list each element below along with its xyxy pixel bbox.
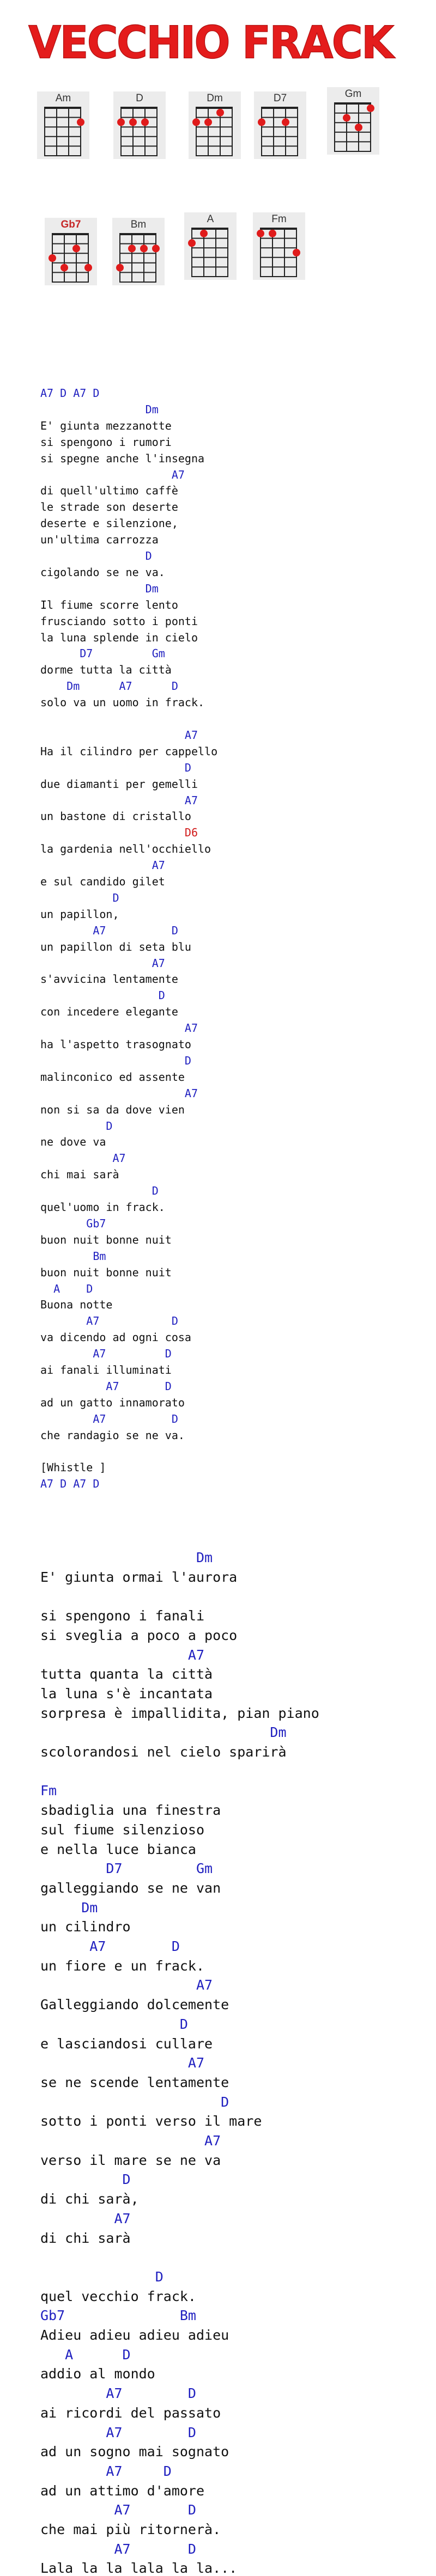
song-title: VECCHIO FRACK bbox=[28, 17, 393, 69]
chord-line: A7 bbox=[40, 956, 165, 970]
chord-line: A7 bbox=[40, 1647, 205, 1663]
chord-line: D bbox=[40, 761, 191, 774]
lyric-line: le strade son deserte bbox=[40, 500, 178, 514]
lyric-line: due diamanti per gemelli bbox=[40, 777, 198, 791]
lyric-line: Galleggiando dolcemente bbox=[40, 1997, 229, 2013]
chord-line: A7 D A7 D bbox=[40, 1477, 100, 1491]
lyric-line: sul fiume silenzioso bbox=[40, 1821, 205, 1838]
lyric-line: sbadiglia una finestra bbox=[40, 1802, 221, 1819]
lyric-line: buon nuit bonne nuit bbox=[40, 1265, 172, 1279]
chord-diagram-name: A bbox=[207, 213, 214, 225]
lyric-line: scolorandosi nel cielo sparirà bbox=[40, 1744, 287, 1760]
lyric-line: Ha il cilindro per cappello bbox=[40, 744, 218, 758]
lyric-line: con incedere elegante bbox=[40, 1005, 178, 1019]
lyric-line: dorme tutta la città bbox=[40, 663, 172, 677]
chord-diagram-name: Gm bbox=[344, 88, 362, 100]
lyric-line: la luna splende in cielo bbox=[40, 631, 198, 644]
lyric-line: Buona notte bbox=[40, 1298, 113, 1312]
lyric-line: ai ricordi del passato bbox=[40, 2404, 221, 2421]
chord-line: D bbox=[40, 2171, 131, 2188]
lyric-line: sotto i ponti verso il mare bbox=[40, 2113, 262, 2130]
lyric-line: non si sa da dove vien bbox=[40, 1103, 185, 1116]
chord-line: D bbox=[40, 1054, 191, 1067]
lyric-line: se ne scende lentamente bbox=[40, 2074, 229, 2090]
lyric-line: s'avvicina lentamente bbox=[40, 972, 178, 986]
chord-diagram-name: Bm bbox=[130, 219, 147, 230]
lyric-line: un bastone di cristallo bbox=[40, 810, 191, 823]
lyric-line: [Whistle ] bbox=[40, 1461, 106, 1474]
lyric-line: che randagio se ne va. bbox=[40, 1428, 185, 1442]
lyric-line: quel'uomo in frack. bbox=[40, 1201, 165, 1214]
chord-line: Fm bbox=[40, 1783, 57, 1799]
chord-line: D bbox=[40, 891, 119, 904]
lyric-line: E' giunta ormai l'aurora bbox=[40, 1569, 238, 1585]
lyric-line: Il fiume scorre lento bbox=[40, 598, 178, 611]
chord-diagram-name: Am bbox=[55, 93, 71, 104]
lyric-line: si spengono i fanali bbox=[40, 1608, 205, 1624]
lyric-line: solo va un uomo in frack. bbox=[40, 696, 205, 709]
chord-line: D bbox=[40, 2268, 164, 2285]
lyric-line: un fiore e un frack. bbox=[40, 1957, 205, 1974]
chord-line: A7 bbox=[40, 728, 198, 742]
chord-line: A7 D A7 D bbox=[40, 387, 100, 400]
lyric-line: che mai più ritornerà. bbox=[40, 2522, 221, 2537]
lyric-line: e sul candido gilet bbox=[40, 875, 165, 888]
chord-line: A7 D bbox=[40, 2424, 196, 2440]
lyric-line: ad un sogno mai sognato bbox=[40, 2444, 229, 2460]
lyric-line: un papillon di seta blu bbox=[40, 940, 191, 953]
chord-line: A7 D bbox=[40, 1347, 172, 1361]
lyric-line: di chi sarà, bbox=[40, 2191, 139, 2207]
chord-diagram-name: D bbox=[136, 93, 143, 104]
chord-line: D6 bbox=[40, 826, 198, 840]
chord-line: Gb7 Bm bbox=[40, 2308, 196, 2324]
lyric-line: cigolando se ne va. bbox=[40, 565, 165, 579]
chord-diagram-name: D7 bbox=[273, 93, 287, 104]
chord-line: A D bbox=[40, 2346, 131, 2363]
chord-line: A7 D bbox=[40, 2541, 196, 2557]
lyric-line: quel vecchio frack. bbox=[40, 2288, 196, 2304]
chord-line: A7 bbox=[40, 1977, 213, 1993]
chord-line: A7 D bbox=[40, 2502, 196, 2518]
chord-line: A7 D bbox=[40, 1379, 172, 1393]
lyric-line: si sveglia a poco a poco bbox=[40, 1627, 238, 1643]
chord-line: A7 D bbox=[40, 923, 178, 937]
chord-line: Dm bbox=[40, 1724, 287, 1741]
lyric-line: la luna s'è incantata bbox=[40, 1685, 213, 1702]
lyric-line: un cilindro bbox=[40, 1919, 131, 1935]
lyric-line: addio al mondo bbox=[40, 2366, 155, 2382]
chord-line: Bm bbox=[40, 1249, 106, 1263]
chord-line: Dm bbox=[40, 402, 159, 416]
chord-line: A7 D bbox=[40, 1412, 178, 1425]
lyric-line: si spengono i rumori bbox=[40, 435, 172, 449]
chord-diagram-name: Gb7 bbox=[60, 219, 81, 230]
lyric-line: la gardenia nell'occhiello bbox=[40, 842, 211, 856]
chord-line: A7 bbox=[40, 2055, 205, 2071]
lyric-line: si spegne anche l'insegna bbox=[40, 451, 205, 465]
chord-line: A7 D bbox=[40, 1314, 178, 1328]
lyric-line: Adieu adieu adieu adieu bbox=[40, 2327, 229, 2343]
chord-line: A7 D bbox=[40, 1938, 180, 1954]
chord-line: A7 bbox=[40, 859, 165, 872]
lyric-line: un'ultima carrozza bbox=[40, 533, 159, 547]
lyric-line: sorpresa è impallidita, pian piano bbox=[40, 1705, 319, 1721]
chord-line: D bbox=[40, 1184, 159, 1198]
lyric-line: ha l'aspetto trasognato bbox=[40, 1038, 191, 1051]
chord-line: Gb7 bbox=[40, 1216, 106, 1230]
lyric-line: malinconico ed assente bbox=[40, 1070, 185, 1084]
chord-line: D7 Gm bbox=[40, 647, 165, 660]
lyric-line: chi mai sarà bbox=[40, 1168, 119, 1182]
lyric-line: ne dove va bbox=[40, 1135, 106, 1149]
chord-line: D bbox=[40, 1119, 113, 1133]
chord-line: A7 bbox=[40, 2210, 131, 2226]
lyric-line: ad un attimo d'amore bbox=[40, 2482, 205, 2499]
chord-line: D bbox=[40, 2016, 188, 2032]
chord-line: Dm A7 D bbox=[40, 680, 178, 693]
lyric-line: deserte e silenzione, bbox=[40, 517, 178, 530]
lyric-line: E' giunta mezzanotte bbox=[40, 419, 172, 432]
lyric-line: buon nuit bonne nuit bbox=[40, 1233, 172, 1246]
chord-line: A7 bbox=[40, 1086, 198, 1100]
chord-line: A7 bbox=[40, 1152, 126, 1165]
lyric-line: un papillon, bbox=[40, 907, 119, 921]
chord-line: D bbox=[40, 989, 165, 1002]
chord-line: Dm bbox=[40, 1550, 213, 1565]
chord-line: Dm bbox=[40, 582, 159, 595]
chord-line: D bbox=[40, 549, 152, 562]
lyric-line: frusciando sotto i ponti bbox=[40, 614, 198, 628]
lyric-line: e nella luce bianca bbox=[40, 1841, 196, 1857]
lyric-line: ai fanali illuminati bbox=[40, 1363, 172, 1376]
lyric-line: e lasciandosi cullare bbox=[40, 2035, 213, 2052]
chord-line: A D bbox=[40, 1282, 93, 1295]
chord-line: A7 D bbox=[40, 2385, 196, 2402]
chord-line: D7 Gm bbox=[40, 1861, 213, 1877]
lyric-line: di quell'ultimo caffè bbox=[40, 484, 178, 498]
chord-line: A7 bbox=[40, 2133, 221, 2149]
lyric-line: verso il mare se ne va bbox=[40, 2152, 221, 2168]
lyric-line: di chi sarà bbox=[40, 2230, 131, 2246]
lyric-line: tutta quanta la città bbox=[40, 1666, 213, 1682]
chord-line: D bbox=[40, 2094, 229, 2110]
chord-diagram-name: Dm bbox=[207, 93, 223, 104]
lyric-line: ad un gatto innamorato bbox=[40, 1396, 185, 1409]
chord-diagram-name: Fm bbox=[271, 213, 287, 225]
chord-line: A7 bbox=[40, 793, 198, 807]
chord-line: A7 D bbox=[40, 2463, 172, 2479]
lyric-line: galleggiando se ne van bbox=[40, 1880, 221, 1896]
chord-line: A7 bbox=[40, 1021, 198, 1035]
chord-line: A7 bbox=[40, 468, 185, 481]
lyric-line: va dicendo ad ogni cosa bbox=[40, 1331, 191, 1344]
lyric-line: Lala la la lala la la... bbox=[40, 2560, 238, 2576]
chord-line: Dm bbox=[40, 1899, 98, 1916]
